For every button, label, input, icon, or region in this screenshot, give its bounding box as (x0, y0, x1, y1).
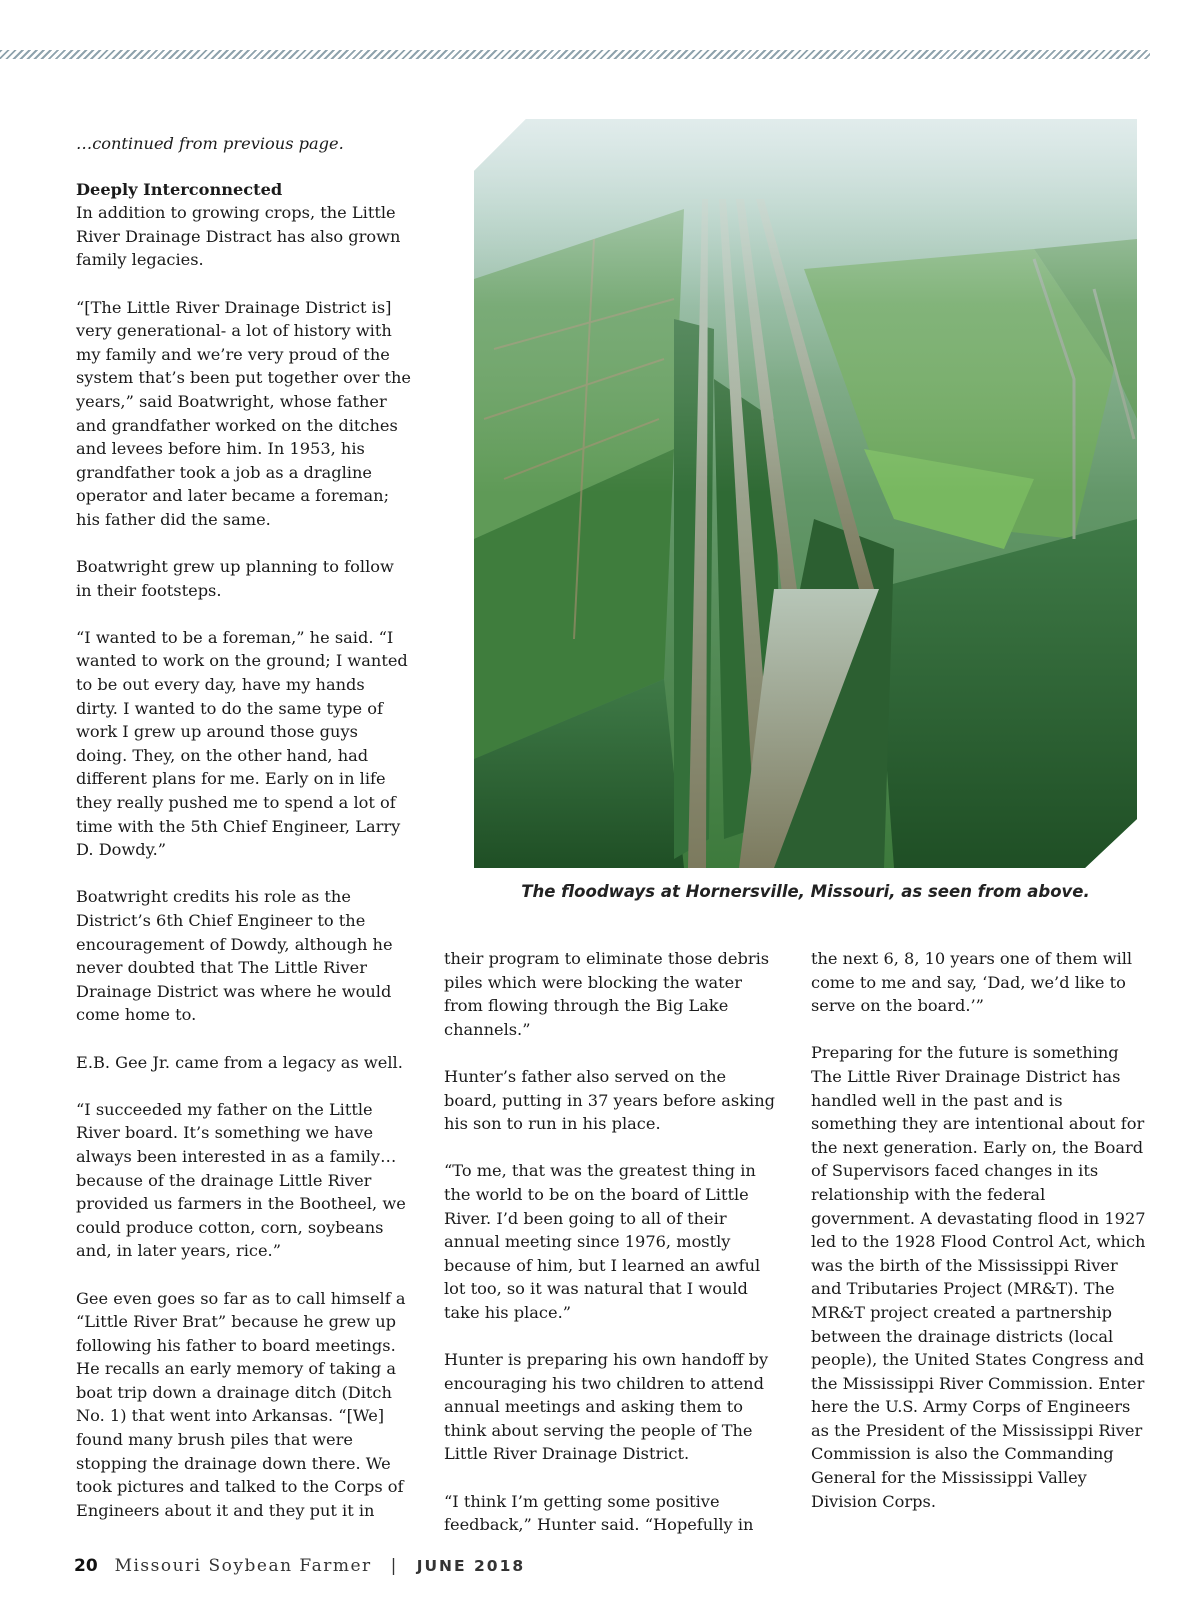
article-paragraph: E.B. Gee Jr. came from a legacy as well. (76, 1052, 403, 1072)
article-column-2 (444, 947, 780, 1560)
continued-note: …continued from previous page. (76, 134, 344, 153)
article-paragraph: “I succeeded my father on the Little River board. It’s something we have always been interested in as a family… because of the drainage Little River provided us farmers in the Bootheel, we could produce cotton, corn, soybeans and, in later years, rice.” (76, 1099, 406, 1261)
article-paragraph: Gee even goes so far as to call himself a “Little River Brat” because he grew up following his father to board meetings. He recalls an early memory of taking a boat trip down a drainage ditch (Ditch No. 1) that went into Arkansas. “[We] found many brush piles that were stopping the drainage down there. We took pictures and talked to the Corps of Engineers about it and they put it in (76, 1288, 406, 1520)
aerial-photo-illustration (474, 119, 1137, 868)
aerial-floodway-photo (474, 119, 1137, 868)
section-heading: Deeply Interconnected (76, 179, 283, 199)
article-paragraph: Hunter’s father also served on the board, putting in 37 years before asking his son to run in his place. (444, 1066, 775, 1134)
article-paragraph: “[The Little River Drainage District is] very generational- a lot of history with my family and we’re very proud of the system that’s been put together over the years,” said Boatwright, whose father and grandfather worked on the ditches and levees before him. In 1953, his grandfather took a job as a dragline operator and later became a foreman; his father did the same. (76, 297, 412, 529)
article-paragraph (76, 178, 411, 272)
publication-name: Missouri Soybean Farmer (114, 1556, 372, 1576)
article-paragraph: “I think I’m getting some positive feedback,” Hunter said. “Hopefully in (444, 1491, 754, 1535)
article-paragraph: “I wanted to be a foreman,” he said. “I wanted to work on the ground; I wanted to be out every day, have my hands dirty. I wanted to do the same type of work I grew up around those guys doing. They, on the other hand, had different plans for me. Early on in life they really pushed me to spend a lot of time with the 5th Chief Engineer, Larry D. Dowdy.” (76, 627, 408, 860)
decorative-stripe (0, 50, 1150, 59)
article-paragraph: Boatwright grew up planning to follow in their footsteps. (76, 557, 394, 600)
footer-separator: | (390, 1556, 398, 1576)
article-paragraph: “To me, that was the greatest thing in the world to be on the board of Little River. I’d been going to all of their annual meeting since 1976, mostly because of him, but I learned an awful lot too, so it was natural that I would take his place.” (444, 1161, 761, 1322)
article-column-1 (76, 132, 411, 1546)
issue-date: JUNE 2018 (416, 1557, 526, 1575)
article-paragraph: the next 6, 8, 10 years one of them will come to me and say, ‘Dad, we’d like to serve on the board.’” (811, 949, 1133, 1016)
article-paragraph: Preparing for the future is something The Little River Drainage District has handled well in the past and is something they are intentional about for the next generation. Early on, the Board of Supervisors faced changes in its relationship with the federal government. A devastating flood in 1927 led to the 1928 Flood Control Act, which was the birth of the Mississippi River and Tributaries Project (MR&T). The MR&T project created a partnership between the drainage districts (local people), the United States Congress and the Mississippi River Commission. Enter here the U.S. Army Corps of Engineers as the President of the Mississippi River Commission is also the Commanding General for the Mississippi Valley Division Corps. (811, 1043, 1146, 1511)
article-paragraph: Boatwright credits his role as the District’s 6th Chief Engineer to the encouragement of Dowdy, although he never doubted that The Little River Drainage District was where he would come home to. (76, 887, 393, 1025)
article-paragraph: Hunter is preparing his own handoff by encouraging his two children to attend annual meetings and asking them to think about serving the people of The Little River Drainage District. (444, 1350, 769, 1464)
paragraph-text: In addition to growing crops, the Little River Drainage Distract has also grown family legacies. (76, 203, 401, 270)
page-number: 20 (74, 1556, 98, 1576)
photo-caption: The floodways at Hornersville, Missouri, as seen from above. (521, 882, 1090, 901)
article-column-3 (811, 947, 1147, 1537)
article-paragraph: their program to eliminate those debris piles which were blocking the water from flowing through the Big Lake channels.” (444, 949, 770, 1039)
page-footer (74, 1556, 525, 1576)
